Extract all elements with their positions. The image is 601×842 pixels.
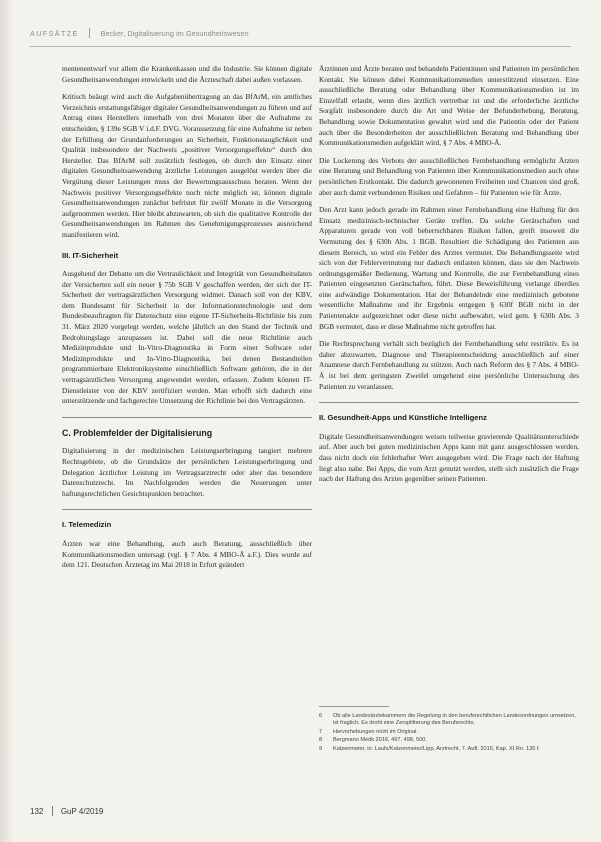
footnote-number: 6	[319, 713, 323, 719]
section-divider	[319, 402, 579, 403]
footnote	[319, 737, 579, 744]
footnote	[319, 713, 579, 728]
heading-it-security: III. IT-Sicherheit	[62, 250, 119, 260]
paragraph: Ärzten war eine Behandlung, auch auch Beratung, ausschließlich über Kommunikationsmedien untersagt (vgl. § 7 Abs. 4 MBO-Ä a.F.). Dies wurde auf dem 121. Deutschen Ärztetag im Mai 2018 in Erfurt geändert	[62, 538, 312, 570]
heading-problemfelder: C. Problemfelder der Digitalisierung	[62, 427, 213, 438]
header-running-title: Becker, Digitalisierung im Gesundheitswesen	[100, 29, 249, 38]
paragraph: Digitalisierung in der medizinischen Leistungserbringung tangiert mehrere Rechtsgebiete, ob die Grundsätze der persönlichen Leistungserbringung und Delegation ärztlicher Leistung im Vertragsarztrecht oder aber das besondere Datenschutzrecht. Im Nachfolgenden werden die Neuerungen unter haftungsrechtlichen Gesichtspunkten betrachtet.	[62, 446, 312, 498]
footnote-text: Ob alle Landesärztekammern die Regelung in den berufsrechtlichen Landesordnungen umsetzen, ist fraglich. Es droht eine Zersplitterung des Berufsrechts.	[333, 713, 576, 727]
footnote-text: Bergmann Medk 2016, 497, 498, 500.	[333, 737, 427, 744]
paragraph: mentenentwurf vor allem die Krankenkassen und die Industrie. Sie können digitale Gesundheitsanwendungen entwickeln und die Ärzteschaft dabei außen vorlassen.	[62, 64, 312, 84]
footnote-text: Hervorhebungen nicht im Original.	[333, 728, 418, 735]
paragraph: Kritisch beäugt wird auch die Aufgabenübertragung an das BfArM, ein amtliches Verzeichnis erstattungsfähiger digitaler Gesundheitsanwendungen zu führen und auf Antrag eines Herstellers innerhalb von drei Monaten über die Aufnahme zu entscheiden, § 139e SGB V i.d.F. DVG. Voraussetzung für eine Aufnahme ist neben der Erfüllung der Grundanforderungen an Sicherheit, Funktionstauglichkeit und Qualität insbesondere der Nachweis „positiver Versorgungseffekte“ durch den Hersteller. Das BfArM soll zusätzlich festlegen, ob durch den Einsatz einer digitalen Gesundheitsanwendung ärztliche Leistungen ausgelöst werden über die Vergütung dieser Leistungen muss der Bewertungsausschuss beraten. Wenn der Nachweis positiver Versorgungseffekte noch nicht möglich ist, können digitale Gesundheitsanwendungen zunächst befristet für zwölf Monate in die Versorgung aufgenommen werden. Hier bleibt abzuwarten, ob sich die qualitative Kontrolle der Gesundheitsanwendungen im Rahmen des Genehmigungsprozesses ausreichend manifestieren wird.	[62, 92, 312, 239]
footnote-number: 7	[319, 728, 323, 735]
page-footer	[30, 806, 103, 816]
paragraph: Den Arzt kann jedoch gerade im Rahmen einer Fernbehandlung eine Haftung für den Einsatz medizinisch-technischer Geräte treffen. Da solche Gerätschaften und Apparaturen gerade von voll beherrschbaren Risiken fallen, greift insoweit die Vermutung des § 630h Abs. 1 BGB. Resultiert die Schädigung des Patienten aus diesem Bereich, so wird ein Fehler des Arztes vermutet. Die Behandlungsseite wird sich von der Fehlervermutung nur dadurch entlasten können, dass sie den Nachweis ordnungsgemäßer Bedienung, Wartung und Kontrolle, die zur Fernbehandlung eines Patienten eingesetzten Gerätschaften, führt. Diese Beweisführung verlange überdies eine aufwändige Dokumentation. Hat der Behandelnde eine medizinisch gebotene wesentliche Maßnahme und ihr Ergebnis entgegen § 630f BGB nicht in der Patientenakte aufgezeichnet oder diese nicht aufbewahrt, wird gem. § 630h Abs. 3 BGB vermutet, dass er diese Maßnahme nicht getroffen hat.	[319, 205, 579, 331]
journal-issue: GuP 4/2019	[60, 807, 104, 816]
heading-telemedizin: I. Telemedizin	[62, 520, 112, 530]
heading-gesundheit-apps: II. Gesundheit-Apps und Künstliche Intelligenz	[319, 413, 487, 423]
footnote-rule	[319, 706, 389, 707]
footnote-number: 8	[319, 737, 323, 744]
section-divider	[62, 417, 312, 418]
right-column	[319, 64, 579, 492]
footnote-text: Katzenmeier, in: Laufs/Katzenmeier/Lipp, Arztrecht, 7. Aufl. 2015, Kap. XI Rn. 136 f.	[333, 745, 541, 752]
header-rule	[30, 46, 571, 47]
page-header	[30, 28, 571, 42]
paragraph: Die Lockerung des Verbots der ausschließlichen Fernbehandlung ermöglicht Ärzten eine Beratung und Behandlung von Patienten über Kommunikationsmedien auch ohne persönlichen Erstkontakt. Die dadurch gewonnenen Freiheiten und Chancen sind groß, aber auch damit verbundenen Risiken und Gefahren – für Patienten wie für Ärzte.	[319, 155, 579, 197]
left-column	[62, 64, 312, 578]
footer-separator	[52, 806, 53, 816]
footnote-number: 9	[319, 745, 323, 752]
paragraph: Die Rechtsprechung verhält sich bezüglich der Fernbehandlung sehr restriktiv. Es ist daher abzuwarten, Diagnose und Therapieentscheidung ausschließlich auf einer Anamnese durch Fernbehandlung zu stützen. Auch nach Reform des § 7 Abs. 4 MBO-Ä ist bei dem geringsten Zweifel umgehend eine persönliche Untersuchung des Patienten zu veranlassen.	[319, 339, 579, 391]
page-number: 132	[30, 807, 44, 816]
quote-paragraph: Ärztinnen und Ärzte beraten und behandeln Patientinnen und Patienten im persönlichen Kontakt. Sie können dabei Kommunikationsmedien unterstützend einsetzen. Eine ausschließliche Beratung oder Behandlung über Kommunikationsmedien ist im Einzelfall erlaubt, wenn dies ärztlich vertretbar ist und die erforderliche ärztliche Sorgfalt insbesondere durch die Art und Weise der Befunderhebung, Beratung, Behandlung sowie Dokumentation gewahrt wird und die Patientin oder der Patient auch über die Besonderheiten der ausschließlichen Beratung und Behandlung über Kommunikationsmedien aufgeklärt wird, § 7 Abs. 4 MBO-Ä.	[319, 64, 579, 148]
footnotes	[319, 706, 579, 754]
header-separator	[89, 28, 90, 38]
paragraph: Ausgehend der Debatte um die Vertraulichkeit und Integrität von Gesundheitsdaten der Versicherten soll ein neuer § 75b SGB V geschaffen werden, der sich der IT-Sicherheit der vertragsärztlichen Versorgung widmet. Danach soll von der KBV, dem Bundesamt für Sicherheit in der Informationstechnologie und dem Bundesbeauftragten für Datenschutz eine eigene IT-Sicherheits-Richtlinie bis zum 31. März 2020 vorgelegt werden, welche jährlich an den Stand der Technik und Bedrohungslage anzupassen ist. Dabei soll die neue Richtlinie auch Medizinprodukte und In-Vitro-Diagnostika in Form einer Software oder Medizinprodukte und In-Vitro-Diagnostika, bei denen Bestandteilen programmierbare Elektroniksysteme einschließlich Software gehören, die in der vertragsärztlichen Versorgung angewendet werden, erfassen. Zudem können IT-Dienstleister von der KBV zertifiziert werden. Man erhofft sich dadurch eine unterstützende und fachgerechte Umsetzung der Richtlinie bei den Vertragsärzten.	[62, 269, 312, 406]
footnote	[319, 746, 579, 753]
footnote	[319, 729, 579, 736]
paragraph: Digitale Gesundheitsanwendungen weisen teilweise gravierende Qualitätsunterschiede auf. Aber auch bei guten medizinischen Apps kann mit ganz ausgeschlossen werden, dass nicht doch ein fehlerhafter Wert ausgegeben wird. Die Frage nach der Haftung liegt also nahe. Bei Apps, die vom Arzt genutzt werden, stellt sich zusätzlich die Frage nach der Haftung des Arztes gegenüber seinen Patienten.	[319, 431, 579, 484]
section-divider	[62, 509, 312, 510]
page-fold-shadow	[0, 0, 14, 842]
header-section: AUFSÄTZE	[30, 29, 79, 38]
